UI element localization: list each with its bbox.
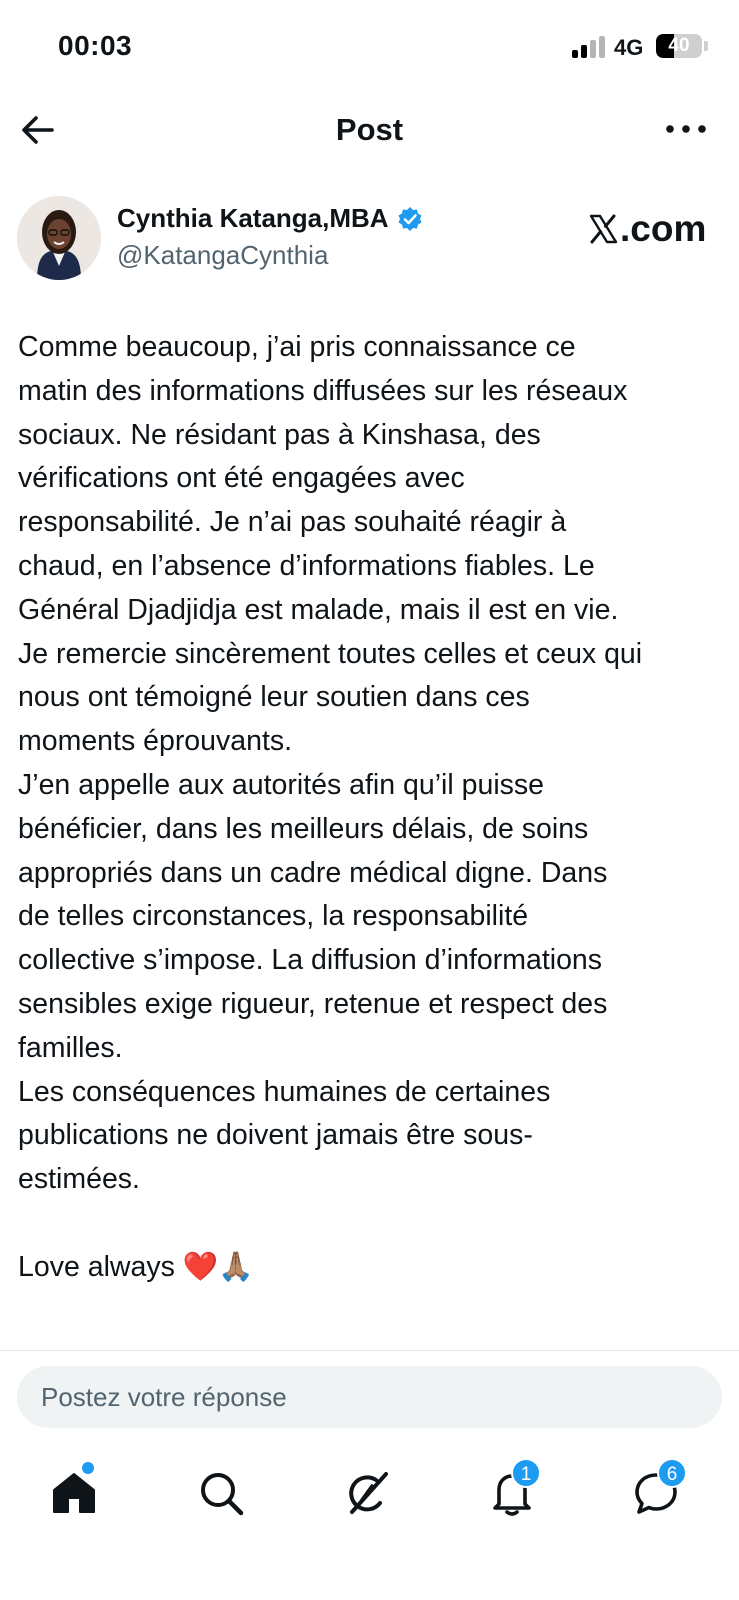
post-line: estimées. — [18, 1163, 140, 1196]
author-name-row[interactable] — [117, 203, 423, 234]
post-line: familles. — [18, 1031, 123, 1064]
messages-badge: 6 — [657, 1458, 687, 1488]
tab-search[interactable] — [196, 1468, 246, 1518]
author-handle[interactable]: @KatangaCynthia — [117, 240, 329, 270]
home-notification-dot — [82, 1462, 94, 1474]
post-line: moments éprouvants. — [18, 725, 293, 758]
post-line: de telles circonstances, la responsabilité — [18, 900, 529, 933]
x-com-logo-text: .com — [620, 208, 707, 249]
battery-level: 40 — [668, 35, 690, 56]
x-com-logo — [588, 208, 706, 250]
status-bar — [0, 0, 739, 94]
post-text — [18, 326, 734, 1290]
avatar-portrait-icon — [17, 196, 101, 280]
post-line: sensibles exige rigueur, retenue et respect des — [18, 987, 608, 1020]
x-logo-icon — [588, 214, 618, 244]
post-line: matin des informations diffusées sur les réseaux — [18, 374, 628, 407]
post-line: nous ont témoigné leur soutien dans ces — [18, 681, 530, 714]
post-line: vérifications ont été engagées avec — [18, 462, 465, 495]
post-line: chaud, en l’absence d’informations fiables. Le — [18, 549, 595, 582]
divider — [0, 1350, 739, 1351]
post-line: Je remercie sincèrement toutes celles et ceux qui — [18, 637, 643, 670]
post-line: Les conséquences humaines de certaines — [18, 1075, 551, 1108]
post-line: Comme beaucoup, j’ai pris connaissance ce — [18, 331, 576, 363]
post-line: Général Djadjidja est malade, mais il est en vie. — [18, 593, 619, 626]
paragraph-gap — [18, 1202, 734, 1246]
post-closing: Love always ❤️🙏🏽 — [18, 1250, 254, 1283]
tab-bar — [0, 1448, 739, 1538]
post-line: publications ne doivent jamais être sous- — [18, 1119, 533, 1152]
status-time: 00:03 — [58, 30, 133, 61]
more-options-button[interactable] — [664, 114, 708, 144]
author-name: Cynthia Katanga,MBA — [117, 203, 389, 233]
tab-messages[interactable] — [631, 1464, 681, 1518]
tab-grok[interactable] — [342, 1468, 392, 1518]
grok-icon — [342, 1468, 392, 1518]
tab-home[interactable] — [49, 1468, 99, 1518]
post-line: J’en appelle aux autorités afin qu’il puisse — [18, 768, 544, 801]
reply-input[interactable] — [17, 1366, 722, 1428]
more-horizontal-icon — [664, 114, 708, 144]
post-line: collective s’impose. La diffusion d’informations — [18, 944, 603, 977]
post-line: appropriés dans un cadre médical digne. Dans — [18, 856, 608, 889]
post-line: bénéficier, dans les meilleurs délais, de soins — [18, 812, 589, 845]
battery-icon — [656, 34, 702, 58]
post-line: responsabilité. Je n’ai pas souhaité réagir à — [18, 506, 567, 539]
battery-cap — [704, 41, 708, 51]
home-icon — [49, 1468, 99, 1518]
tab-notifications[interactable] — [487, 1464, 537, 1518]
signal-icon — [572, 36, 606, 58]
header — [0, 94, 739, 170]
search-icon — [196, 1468, 246, 1518]
post-line: sociaux. Ne résidant pas à Kinshasa, des — [18, 418, 541, 451]
network-type: 4G — [614, 35, 644, 60]
verified-badge-icon — [397, 206, 423, 232]
avatar[interactable] — [17, 196, 101, 280]
page-title: Post — [335, 112, 404, 147]
notifications-badge: 1 — [511, 1458, 541, 1488]
